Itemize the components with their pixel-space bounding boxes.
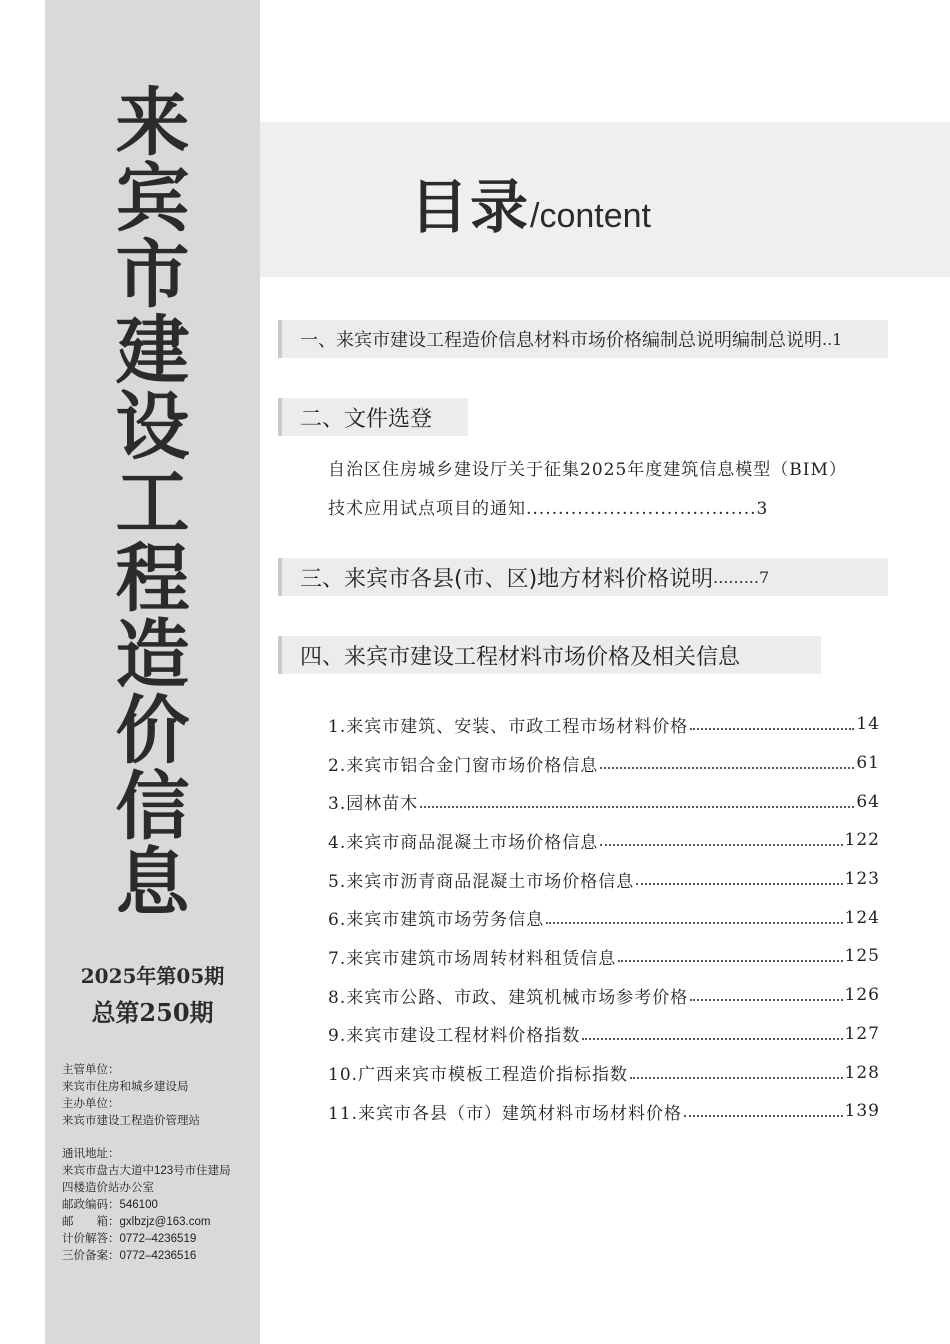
section-label: 三、来宾市各县(市、区)地方材料价格说明: [300, 566, 714, 592]
toc-item-page: 122: [844, 830, 880, 851]
info-line: 四楼造价站办公室: [62, 1182, 154, 1194]
toc-item-page: 124: [844, 907, 880, 928]
info-line: 来宾市住房和城乡建设局: [62, 1081, 189, 1093]
toc-item-page: 125: [844, 946, 880, 967]
title-char: 信: [115, 764, 190, 850]
section-4-heading[interactable]: [278, 636, 821, 674]
leader-dots: [690, 999, 842, 1001]
toc-item-page: 64: [856, 791, 880, 812]
toc-item-label: 7.来宾市建筑市场周转材料租赁信息: [328, 948, 617, 969]
section-1-heading[interactable]: [278, 320, 888, 358]
leader-dots: [582, 1038, 842, 1040]
info-line: 三价备案：0772–4236516: [62, 1250, 197, 1262]
leader-dots: [618, 960, 842, 962]
toc-item-page: 128: [844, 1062, 880, 1083]
leader-dots: [684, 1115, 843, 1117]
toc-item-page: 14: [856, 714, 880, 735]
title-char: 造: [115, 612, 190, 698]
toc-item[interactable]: [328, 744, 880, 783]
toc-list: [328, 705, 880, 1131]
document-entry-line2[interactable]: 技术应用试点项目的通知....................................3: [328, 499, 769, 519]
toc-item-label: 11.来宾市各县（市）建筑材料市场材料价格: [328, 1103, 683, 1124]
issue-number: 2025年第05期: [80, 964, 225, 988]
toc-item-label: 10.广西来宾市模板工程造价指标指数: [328, 1065, 629, 1086]
info-line: 主管单位：: [62, 1064, 120, 1076]
toc-item[interactable]: [328, 1092, 880, 1131]
title-char: 息: [115, 840, 190, 926]
title-char: 市: [115, 232, 190, 318]
toc-item[interactable]: [328, 860, 880, 899]
title-en: /content: [530, 197, 651, 235]
toc-item-label: 6.来宾市建筑市场劳务信息: [328, 910, 545, 931]
toc-item-label: 4.来宾市商品混凝土市场价格信息: [328, 832, 599, 853]
title-char: 宾: [115, 156, 190, 242]
leader-dots: [630, 1077, 843, 1079]
section-2-heading[interactable]: [278, 398, 468, 436]
toc-item[interactable]: [328, 782, 880, 821]
toc-item[interactable]: [328, 1053, 880, 1092]
info-line: 邮 箱：gxlbzjz@163.com: [62, 1216, 211, 1228]
section-3-heading[interactable]: [278, 558, 888, 596]
leader-dots: [600, 844, 842, 846]
section-page: 7: [758, 567, 770, 587]
title-char: 建: [115, 308, 190, 394]
section-dots: .........: [713, 567, 759, 587]
toc-item[interactable]: [328, 976, 880, 1015]
section-dots: ..: [822, 329, 833, 349]
info-line: 来宾市盘古大道中123号市住建局: [62, 1165, 231, 1177]
toc-item-page: 126: [844, 985, 880, 1006]
toc-item-label: 5.来宾市沥青商品混凝土市场价格信息: [328, 871, 635, 892]
title-char: 工: [115, 460, 190, 546]
title-char: 设: [115, 384, 190, 470]
leader-dots: [546, 922, 842, 924]
page-title: [410, 160, 651, 244]
title-char: 价: [115, 688, 190, 774]
publication-title: [45, 80, 260, 926]
toc-item-label: 1.来宾市建筑、安装、市政工程市场材料价格: [328, 716, 689, 737]
sidebar: [45, 0, 260, 1344]
info-line: 计价解答：0772–4236519: [62, 1233, 197, 1245]
toc-item-label: 8.来宾市公路、市政、建筑机械市场参考价格: [328, 987, 689, 1008]
toc-item[interactable]: [328, 937, 880, 976]
title-zh: 目录: [410, 173, 531, 241]
info-line: 主办单位：: [62, 1098, 120, 1110]
contact-info: [62, 1146, 231, 1265]
section-label: 二、文件选登: [300, 406, 433, 432]
toc-item-page: 139: [844, 1101, 880, 1122]
toc-item-label: 3.园林苗木: [328, 794, 419, 815]
total-issue-number: 总第250期: [91, 998, 214, 1027]
toc-item-page: 61: [856, 753, 880, 774]
leader-dots: [690, 728, 854, 730]
toc-item-label: 9.来宾市建设工程材料价格指数: [328, 1026, 581, 1047]
title-char: 程: [115, 536, 190, 622]
toc-item[interactable]: [328, 821, 880, 860]
section-label: 四、来宾市建设工程材料市场价格及相关信息: [300, 644, 741, 670]
document-entry-line1[interactable]: 自治区住房城乡建设厅关于征集2025年度建筑信息模型（BIM）: [328, 460, 847, 480]
toc-item[interactable]: [328, 1015, 880, 1054]
section-label: 一、来宾市建设工程造价信息材料市场价格编制总说明编制总说明: [300, 330, 822, 351]
info-line: 来宾市建设工程造价管理站: [62, 1115, 200, 1127]
leader-dots: [636, 883, 842, 885]
toc-item-page: 123: [844, 869, 880, 890]
publisher-info: [62, 1062, 200, 1130]
leader-dots: [420, 806, 854, 808]
toc-item[interactable]: [328, 705, 880, 744]
toc-item[interactable]: [328, 898, 880, 937]
section-page: 1: [832, 329, 843, 349]
toc-item-label: 2.来宾市铝合金门窗市场价格信息: [328, 755, 599, 776]
title-char: 来: [115, 80, 190, 166]
info-line: 邮政编码：546100: [62, 1199, 158, 1211]
leader-dots: [600, 767, 854, 769]
info-line: 通讯地址：: [62, 1148, 120, 1160]
toc-item-page: 127: [844, 1023, 880, 1044]
